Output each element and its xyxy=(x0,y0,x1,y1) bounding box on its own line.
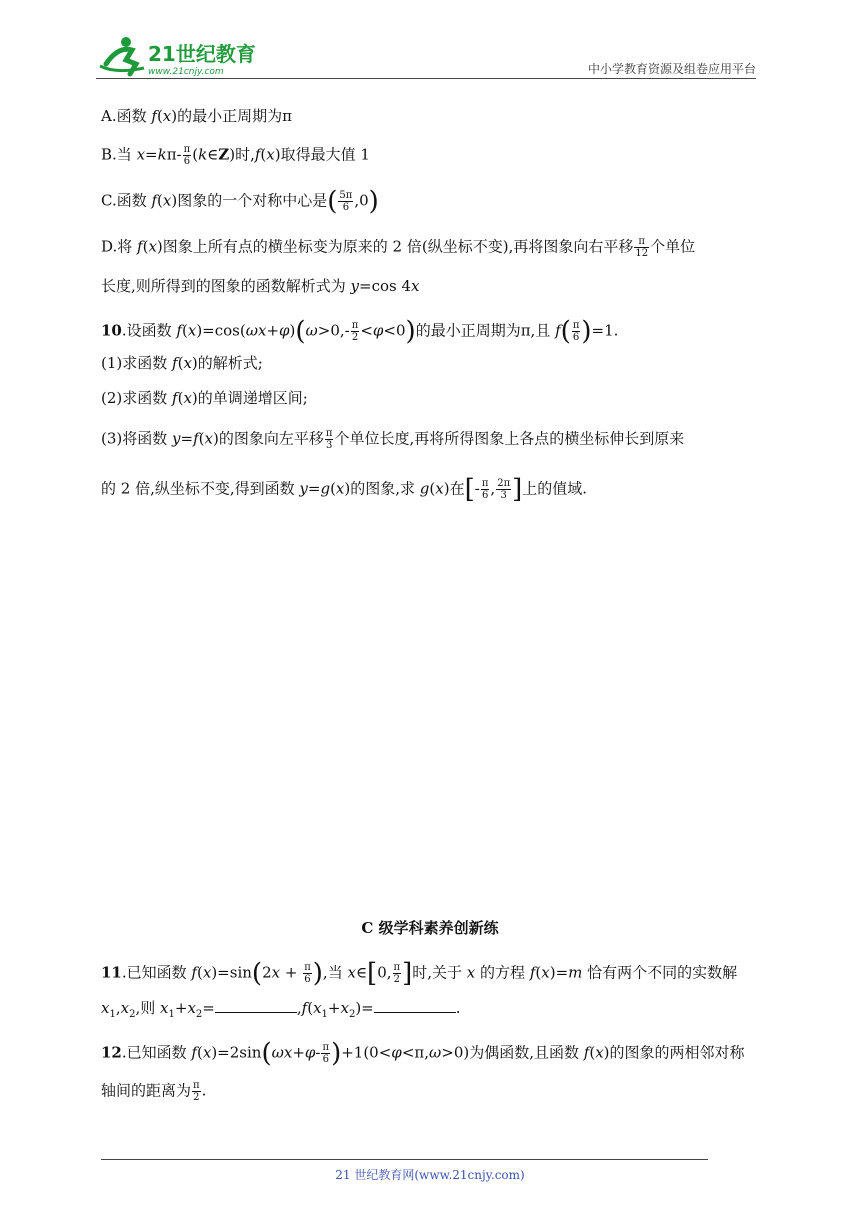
option-b: B.当 x=kπ- $\frac{\pi}{6}$ (k∈Z)时,f(x)取得最大值 1 xyxy=(101,144,370,167)
fraction: $\frac{\pi}{2}$ xyxy=(193,1080,200,1103)
answer-blank-2[interactable] xyxy=(374,998,456,1013)
option-d-continued: 长度,则所得到的图象的函数解析式为 y=cos 4x xyxy=(101,277,420,295)
fraction: $\frac{\pi}{12}$ xyxy=(635,236,649,259)
option-a: A.函数 f(x)的最小正周期为π xyxy=(101,107,292,125)
fraction: $\frac{\pi}{3}$ xyxy=(325,428,333,451)
question-11-continued: $x_1,x_2$,则 $x_1+x_2= ,f(x_1+x_2)=$ . xyxy=(101,999,461,1020)
answer-blank-1[interactable] xyxy=(215,998,297,1013)
fraction: $\frac{\pi}{6}$ xyxy=(322,1042,330,1065)
header-divider xyxy=(96,78,756,79)
fraction: $\frac{\pi}{6}$ xyxy=(183,144,191,167)
question-10-part-3-continued: 的 2 倍,纵坐标不变,得到函数 y=g(x)的图象,求 g(x)在[- $\frac{\pi}{6}$ , $\frac{2\pi}{3}$ ]上的值域. xyxy=(101,474,588,505)
fraction: $\frac{5\pi}{6}$ xyxy=(339,190,353,213)
question-10-part-3: (3)将函数 y=f(x)的图象向左平移 $\frac{\pi}{3}$ 个单位长度,再将所得图象上各点的横坐标伸长到原来 xyxy=(101,428,685,451)
section-heading: C 级学科素养创新练 xyxy=(361,919,499,937)
fraction: $\frac{2\pi}{3}$ xyxy=(497,478,511,501)
question-12-continued: 轴间的距离为 $\frac{\pi}{2}$ . xyxy=(101,1080,207,1103)
footer-divider xyxy=(101,1159,708,1160)
fraction: $\frac{\pi}{2}$ xyxy=(393,962,401,985)
header-platform-name: 中小学教育资源及组卷应用平台 xyxy=(587,62,756,76)
question-12: 12.已知函数 f(x)=2sin(ωx+φ- $\frac{\pi}{6}$ )+1(0<φ<π,ω>0)为偶函数,且函数 f(x)的图象的两相邻对称 xyxy=(101,1038,745,1069)
site-logo xyxy=(96,34,266,78)
fraction: $\frac{\pi}{2}$ xyxy=(351,320,359,343)
fraction: $\frac{\pi}{6}$ xyxy=(481,478,489,501)
question-10: 10.设函数 f(x)=cos(ωx+φ)(ω>0,- $\frac{\pi}{2}$ <φ<0)的最小正周期为π,且 f( $\frac{\pi}{6}$ )=1. xyxy=(101,316,619,347)
question-11: 11.已知函数 f(x)=sin(2x + $\frac{\pi}{6}$ ),当 x∈[0, $\frac{\pi}{2}$ ]时,关于 x 的方程 f(x)=m 恰有两个不同的实数解 xyxy=(101,958,738,989)
svg-text:www.21cnjy.com: www.21cnjy.com xyxy=(148,67,224,77)
option-c: C.函数 f(x)图象的一个对称中心是( $\frac{5\pi}{6}$ ,0) xyxy=(101,186,379,217)
fraction: $\frac{\pi}{6}$ xyxy=(304,962,311,985)
svg-text:21世纪教育: 21世纪教育 xyxy=(148,42,256,66)
footer-link[interactable]: 21 世纪教育网(www.21cnjy.com) xyxy=(335,1168,525,1182)
fraction: $\frac{\pi}{6}$ xyxy=(572,320,580,343)
question-10-part-2: (2)求函数 f(x)的单调递增区间; xyxy=(101,389,308,407)
option-d: D.将 f(x)图象上所有点的横坐标变为原来的 2 倍(纵坐标不变),再将图象向右平移 $\frac{\pi}{12}$ 个单位 xyxy=(101,236,696,259)
question-10-part-1: (1)求函数 f(x)的解析式; xyxy=(101,354,263,372)
